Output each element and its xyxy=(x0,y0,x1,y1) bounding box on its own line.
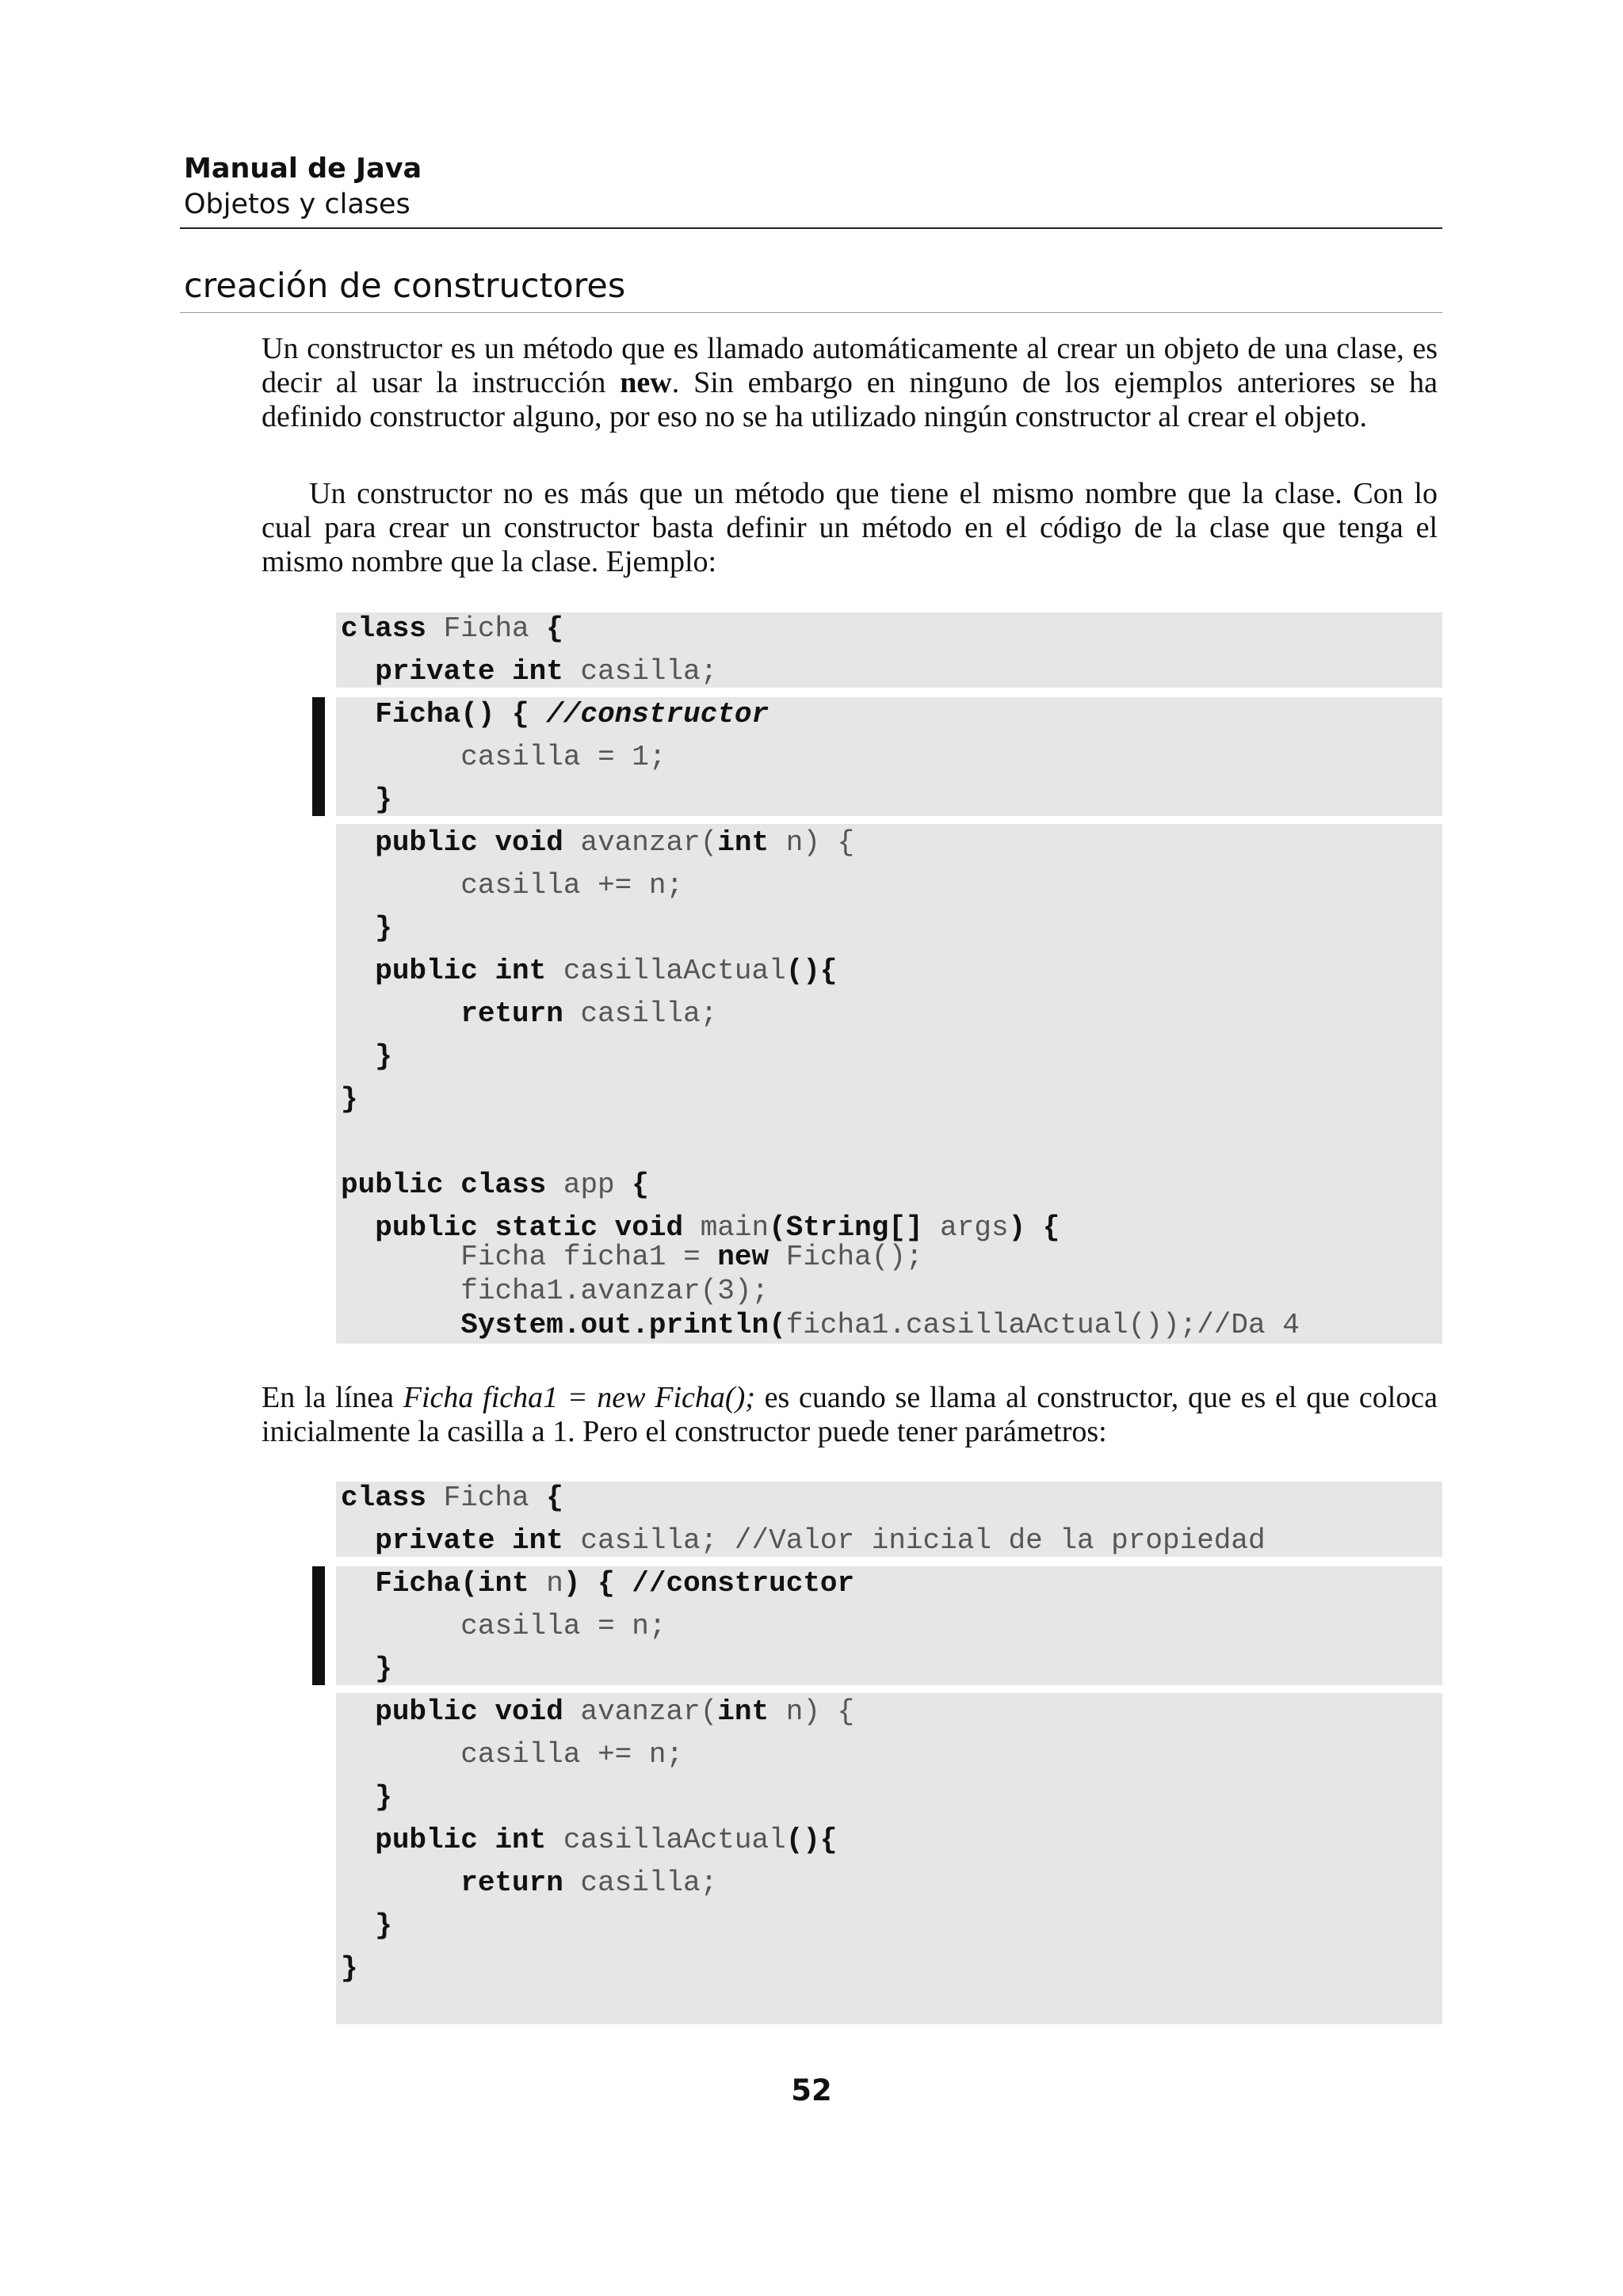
code-token: Ficha(int xyxy=(375,1567,529,1600)
code-token: public void xyxy=(375,826,563,859)
code-token: (){ xyxy=(785,1824,838,1856)
code-token: casilla; xyxy=(563,997,718,1030)
code-token: Ficha xyxy=(426,612,547,645)
code-token: casilla = n; xyxy=(460,1610,666,1642)
code-token: } xyxy=(341,1083,358,1116)
section-rule xyxy=(180,312,1442,313)
highlight-bar-2 xyxy=(312,1566,325,1685)
code-block-1-section-2 xyxy=(341,1240,1300,1342)
code-token: } xyxy=(341,1952,358,1985)
code-token: { xyxy=(632,1169,649,1201)
code-token: public int xyxy=(375,955,547,987)
code-token: args xyxy=(922,1211,1009,1244)
code-token: casilla; //Valor inicial de la propiedad xyxy=(563,1524,1266,1557)
code-token: Ficha(); xyxy=(769,1241,923,1273)
code-token: ficha1.avanzar(3); xyxy=(460,1275,769,1307)
inline-code-italic: Ficha ficha1 = new Ficha(); xyxy=(403,1381,755,1414)
code-token: casilla = 1; xyxy=(460,741,666,773)
code-token: casilla; xyxy=(563,1867,718,1899)
code-token: ficha1.casillaActual());//Da 4 xyxy=(785,1309,1300,1341)
code-token: System.out.println( xyxy=(460,1309,786,1341)
code-token: return xyxy=(460,1867,563,1899)
code-token: } xyxy=(375,912,392,944)
intro-text-end: . Sin embargo en ninguno de los ejemplos anteriores se ha definido constructor alguno, por eso no se ha utilizado ningún constructor al crear el objeto. xyxy=(262,366,1438,433)
code-token: casilla += n; xyxy=(460,1738,684,1771)
code-token: Ficha() { xyxy=(375,698,529,730)
code-token: } xyxy=(375,784,392,816)
code-token: private int xyxy=(375,655,563,688)
constructor-definition-paragraph: Un constructor no es más que un método que tiene el mismo nombre que la clase. Con lo cual para crear un constructor basta definir un método en el código de la clase que tenga el mismo nombre que la clase. Ejemplo: xyxy=(262,477,1438,578)
code-comment: //constructor xyxy=(529,698,769,730)
code-token: Ficha xyxy=(426,1482,547,1514)
code-token: } xyxy=(375,1040,392,1073)
code-token: class xyxy=(341,1482,427,1514)
page-number: 52 xyxy=(791,2073,832,2107)
code-token: } xyxy=(375,1653,392,1685)
section-title: creación de constructores xyxy=(184,266,626,306)
code-token: } xyxy=(375,1781,392,1814)
running-header-title: Manual de Java xyxy=(184,153,422,185)
code-token: casillaActual xyxy=(546,955,786,987)
code-token: app xyxy=(546,1169,632,1201)
code-token: main xyxy=(683,1211,769,1244)
code-token: } xyxy=(375,1909,392,1942)
code-token: n) { xyxy=(769,1695,855,1728)
code-token: ) { xyxy=(1008,1211,1060,1244)
code-token: public void xyxy=(375,1695,563,1728)
code-token: (String[] xyxy=(769,1211,923,1244)
explanation-paragraph xyxy=(262,1381,1438,1449)
intro-paragraph xyxy=(262,332,1438,434)
code-token: avanzar( xyxy=(563,1695,718,1728)
running-header-subtitle: Objetos y clases xyxy=(184,189,411,220)
code-token: ) { //constructor xyxy=(563,1567,855,1600)
code-token: n xyxy=(529,1567,563,1600)
code-token: public static void xyxy=(375,1211,684,1244)
code-token: int xyxy=(717,826,769,859)
code-token: n) { xyxy=(769,826,855,859)
code-token: class xyxy=(341,612,427,645)
explanation-text-start: En la línea xyxy=(262,1381,403,1414)
keyword-new: new xyxy=(620,366,672,399)
code-block-1-section-1 xyxy=(341,608,1060,1249)
code-token: { xyxy=(546,1482,563,1514)
intro-text-start: Un constructor es un método que es llamado automáticamente al crear un objeto de una clase, es decir al usar la instrucción xyxy=(262,332,1438,399)
code-token: private int xyxy=(375,1524,563,1557)
header-rule xyxy=(180,227,1442,229)
code-token: casilla; xyxy=(563,655,718,688)
code-token: (){ xyxy=(785,955,838,987)
code-token: public class xyxy=(341,1169,547,1201)
code-token: new xyxy=(717,1241,769,1273)
code-token: casillaActual xyxy=(546,1824,786,1856)
code-block-2 xyxy=(341,1477,1266,1990)
code-token: avanzar( xyxy=(563,826,718,859)
code-token: Ficha ficha1 = xyxy=(460,1241,718,1273)
highlight-bar-1 xyxy=(312,697,325,816)
code-token: int xyxy=(717,1695,769,1728)
explanation-text-end: es cuando se llama al constructor, que es el que coloca inicialmente la casilla a 1. Pero el constructor puede tener parámetros: xyxy=(262,1381,1438,1448)
code-token: { xyxy=(546,612,563,645)
code-token: public int xyxy=(375,1824,547,1856)
code-token: return xyxy=(460,997,563,1030)
code-token: casilla += n; xyxy=(460,869,684,902)
